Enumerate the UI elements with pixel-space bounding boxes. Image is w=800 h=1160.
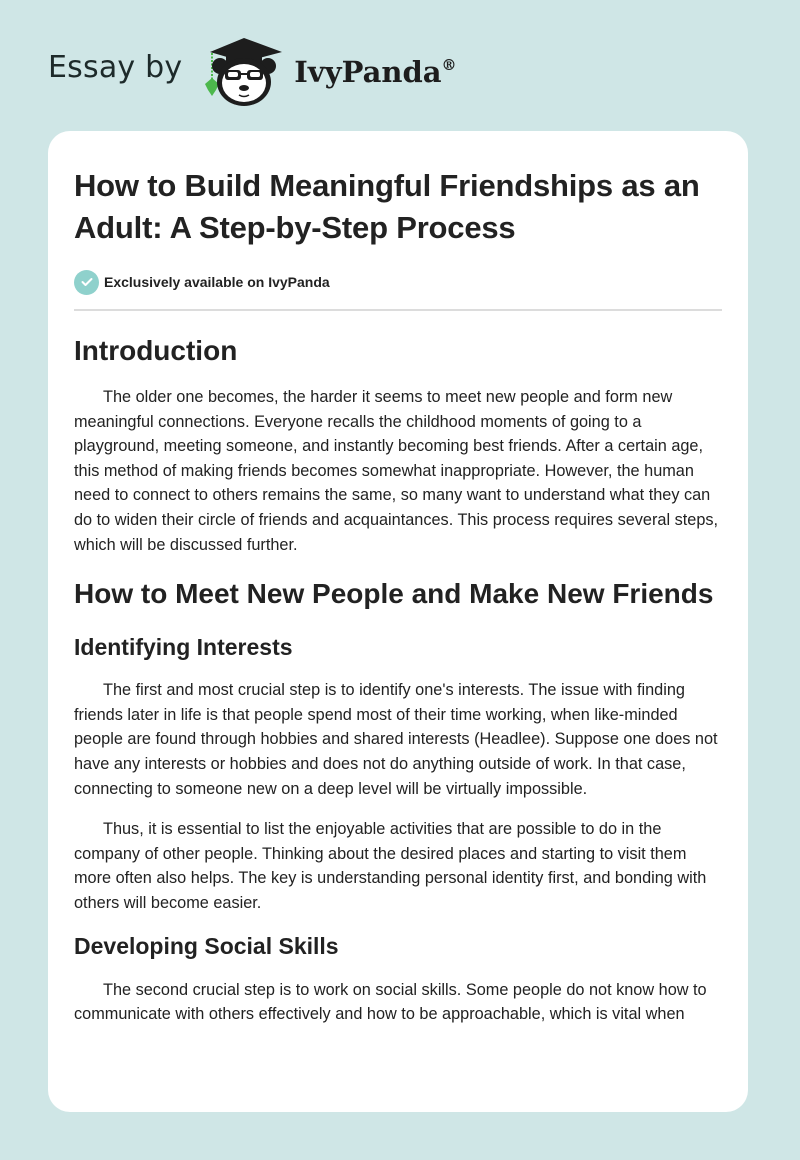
brand-name[interactable]: [294, 55, 456, 89]
paragraph: The second crucial step is to work on social skills. Some people do not know how to communicate with others effectively and how to be approachable, which is vital when: [74, 980, 707, 1024]
essay-title: How to Build Meaningful Friendships as an Adult: A Step-by-Step Process: [74, 168, 700, 245]
paragraph: The older one becomes, the harder it seems to meet new people and form new meaningful connections. Everyone recalls the childhood moments of going to a playground, meeting someone, and instantly becoming best friends. After a certain age, this method of making friends becomes somewhat inappropriate. However, the human need to connect to others remains the same, so many want to understand what they can do to widen their circle of friends and acquaintances. This process requires several steps, which will be discussed further.: [74, 388, 719, 554]
essay-card: [48, 131, 748, 1112]
site-header: [48, 30, 457, 110]
section-heading-meet-new-people: How to Meet New People and Make New Friends: [74, 578, 714, 610]
subsection-heading-developing-social-skills: Developing Social Skills: [74, 932, 339, 959]
paragraph: Thus, it is essential to list the enjoyable activities that are possible to do in the company of other people. Thinking about the desired places and starting to visit them more often also helps. The key is understanding personal identity first, and bonding with others will become easier.: [74, 820, 707, 912]
check-circle-icon: [74, 270, 99, 295]
paragraph: The first and most crucial step is to identify one's interests. The issue with finding friends later in life is that people spend most of their time working, when like-minded people are found through hobbies and shared interests (Headlee). Suppose one does not have any interests or hobbies and does not do anything outside of work. In that case, connecting to someone new on a deep level will be virtually impossible.: [74, 681, 718, 798]
divider: [74, 309, 722, 311]
panda-graduate-icon[interactable]: [200, 32, 288, 108]
essay-by-label: Essay by: [48, 49, 183, 85]
exclusive-badge: [74, 269, 722, 295]
section-heading-introduction: Introduction: [74, 335, 238, 366]
exclusive-text: Exclusively available on IvyPanda: [104, 274, 330, 290]
registered-mark: ®: [441, 56, 457, 74]
brand-text: IvyPanda: [294, 55, 442, 89]
subsection-heading-identifying-interests: Identifying Interests: [74, 634, 293, 661]
